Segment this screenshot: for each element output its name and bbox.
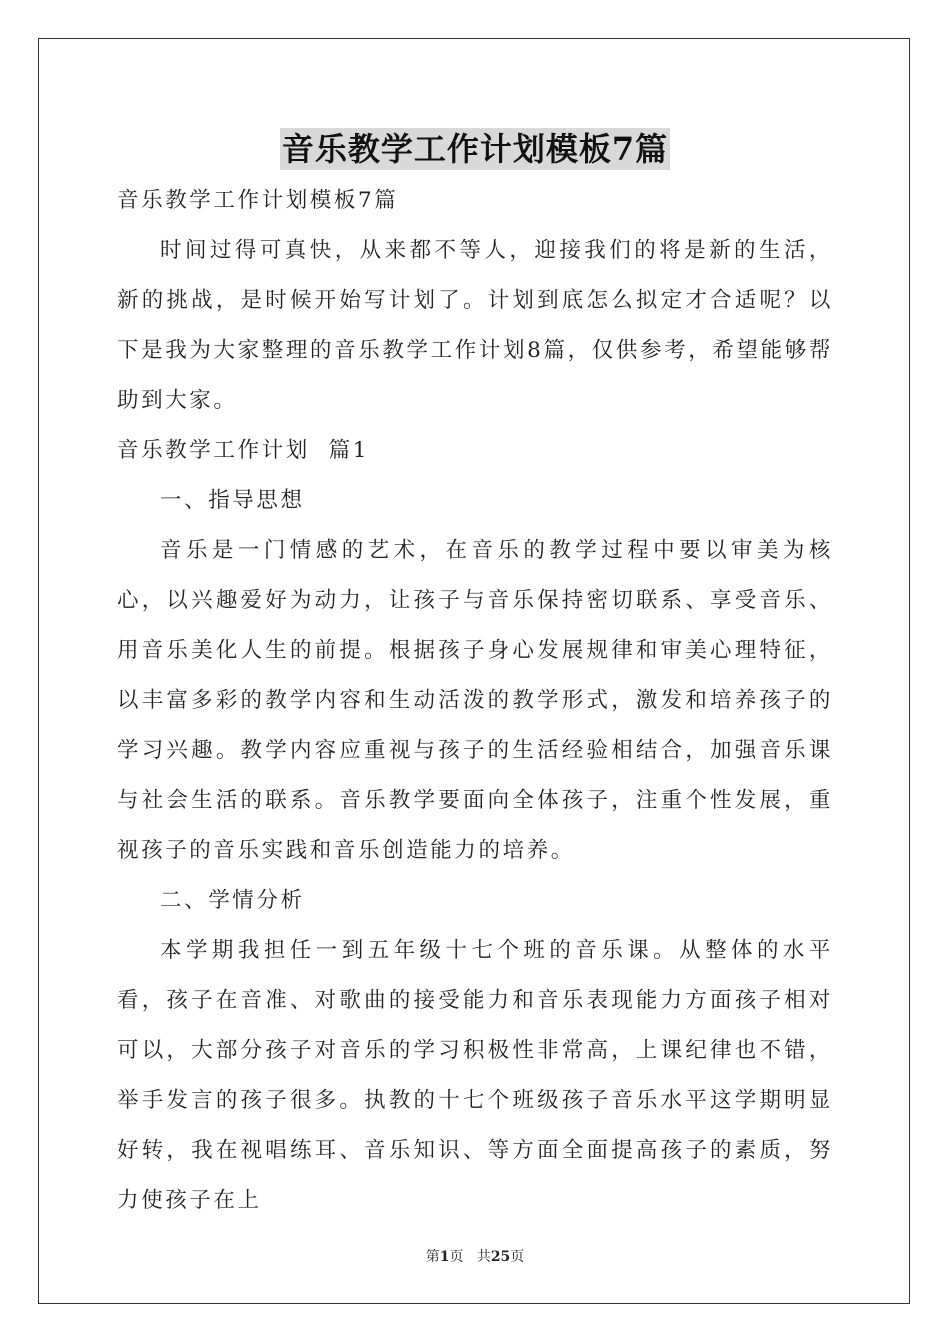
heading-guiding-ideology: 一、指导思想 (160, 488, 305, 513)
title-container (0, 128, 950, 170)
page-prefix: 第 (425, 1249, 440, 1265)
document-title: 音乐教学工作计划模板7篇 (281, 130, 669, 168)
document-body (117, 176, 833, 1226)
intro-paragraph: 时间过得可真快，从来都不等人，迎接我们的将是新的生活，新的挑战，是时候开始写计划了。计划到底怎么拟定才合适呢？以下是我为大家整理的音乐教学工作计划8篇，仅供参考，希望能够帮助到大家。 (117, 238, 833, 413)
total-suffix: 页 (510, 1249, 525, 1265)
total-pages: 25 (490, 1249, 511, 1265)
section-title: 音乐教学工作计划 篇1 (117, 438, 370, 463)
paragraph-student-analysis: 本学期我担任一到五年级十七个班的音乐课。从整体的水平看，孩子在音准、对歌曲的接受能力和音乐表现能力方面孩子相对可以，大部分孩子对音乐的学习积极性非常高，上课纪律也不错，举手发言的孩子很多。执教的十七个班级孩子音乐水平这学期明显好转，我在视唱练耳、音乐知识、等方面全面提高孩子的素质，努力使孩子在上 (117, 938, 833, 1213)
document-subtitle: 音乐教学工作计划模板7篇 (117, 188, 399, 213)
total-prefix: 共 (476, 1249, 491, 1265)
page-number: 1 (439, 1249, 450, 1265)
heading-student-analysis: 二、学情分析 (160, 888, 305, 913)
page-suffix: 页 (449, 1249, 464, 1265)
paragraph-guiding-ideology: 音乐是一门情感的艺术，在音乐的教学过程中要以审美为核心，以兴趣爱好为动力，让孩子与音乐保持密切联系、享受音乐、用音乐美化人生的前提。根据孩子身心发展规律和审美心理特征，以丰富多彩的教学内容和生动活泼的教学形式，激发和培养孩子的学习兴趣。教学内容应重视与孩子的生活经验相结合，加强音乐课与社会生活的联系。音乐教学要面向全体孩子，注重个性发展，重视孩子的音乐实践和音乐创造能力的培养。 (117, 538, 833, 863)
page-footer (0, 1246, 950, 1266)
